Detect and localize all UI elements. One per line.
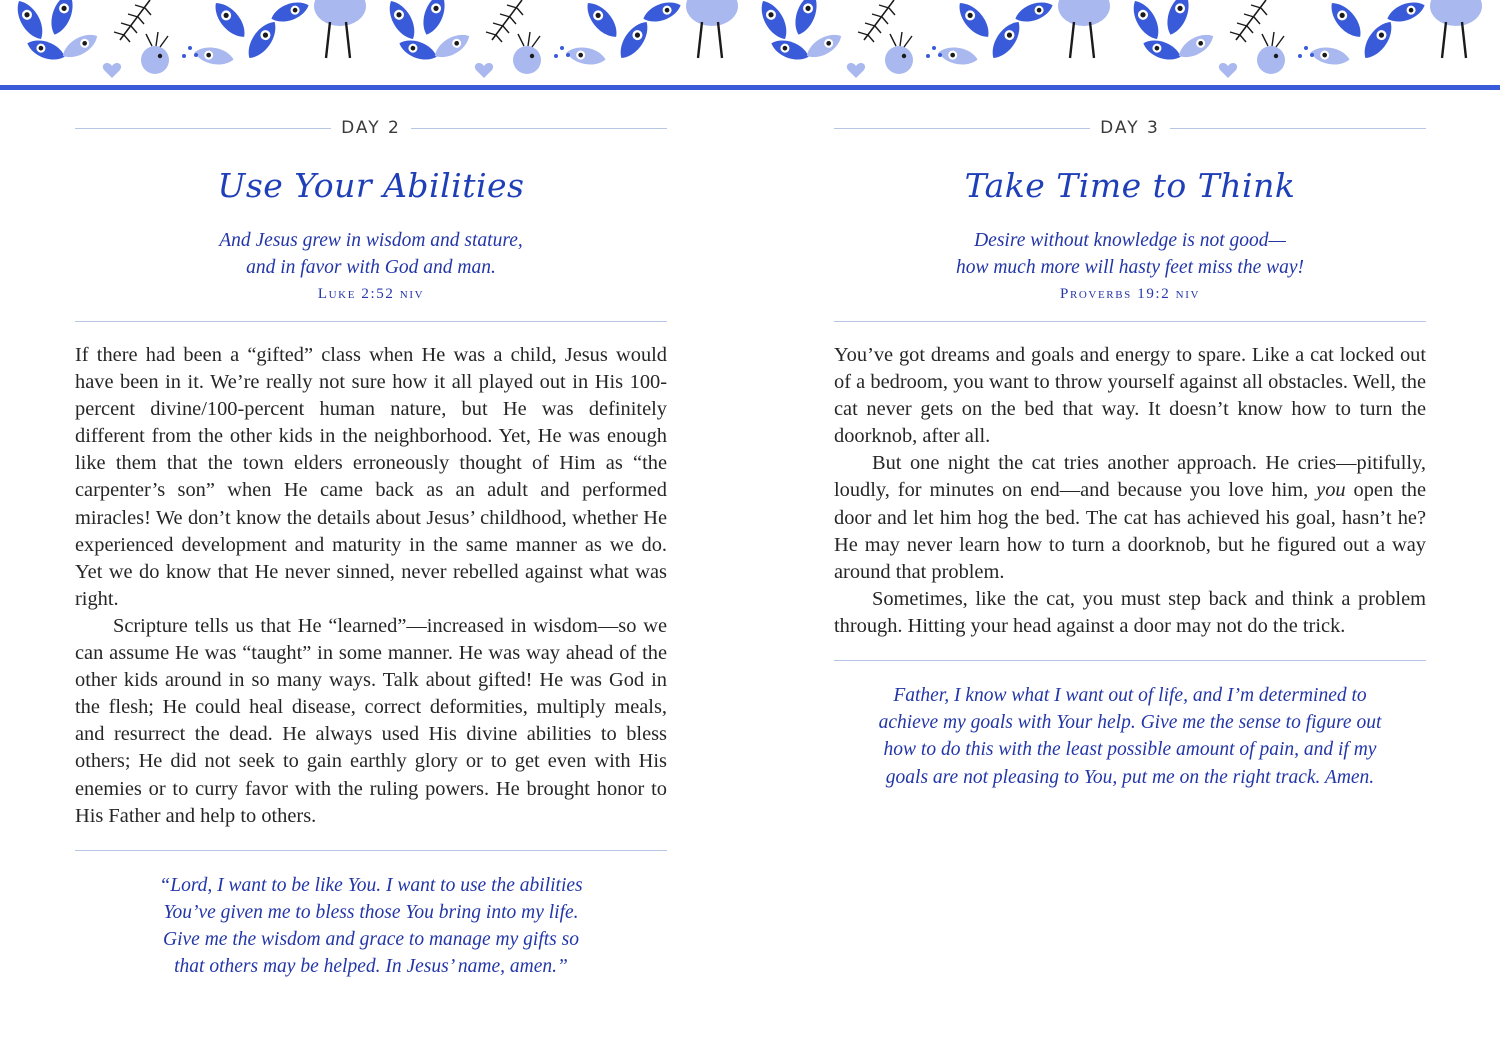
leaf-icon [1309, 45, 1351, 68]
fern-leaf-icon [145, 8, 151, 15]
peacock-crest-icon [518, 32, 540, 47]
fern-leaf-icon [507, 5, 517, 8]
prayer-line: goals are not pleasing to You, put me on the right track. Amen. [885, 766, 1375, 788]
fern-icon [864, 0, 894, 40]
prayer-line: “Lord, I want to be like You. I want to use the abilities [159, 874, 583, 896]
day-2-page [75, 110, 667, 981]
heart-icon [103, 63, 121, 78]
fern-leaf-icon [868, 35, 874, 42]
leaf-icon [59, 29, 101, 63]
leaf-icon [193, 45, 235, 68]
bird-legs-icon [326, 22, 350, 58]
leaf-icon [614, 17, 654, 63]
day-label: DAY 3 [1090, 118, 1170, 138]
body-paragraph: If there had been a “gifted” class when He was a child, Jesus would have been in it. We’re really not sure how it all played out in His 100-percent divine/100-percent human nature, but He was definitely different from the other kids in the neighborhood. Yet, He was enough like them that the town elders erroneously thought of Him as “the carpenter’s son” when He came back as an adult and performed miracles! We don’t know the details about Jesus’ childhood, whether He experienced development and maturity in the same manner as we do. Yet we do know that He never sinned, never rebelled against what was right. [75, 344, 667, 610]
fern-icon [120, 0, 150, 40]
fern-leaf-icon [496, 35, 502, 42]
dot-icon [188, 46, 192, 50]
leaf-icon [25, 36, 68, 65]
verse-reference: Proverbs 19:2 niv [1060, 286, 1200, 302]
dot-icon [1298, 54, 1302, 58]
banner-border-line [0, 85, 1500, 90]
fern-leaf-icon [858, 32, 868, 35]
entry-title: Use Your Abilities [217, 166, 525, 205]
fern-leaf-icon [1261, 8, 1267, 15]
leaf-icon [1013, 0, 1056, 26]
fern-leaf-icon [138, 17, 144, 24]
dot-icon [1310, 53, 1314, 57]
leaf-icon [581, 0, 623, 43]
dot-icon [938, 53, 942, 57]
bird-body-icon [1058, 0, 1110, 26]
fern-leaf-icon [500, 14, 510, 17]
fern-leaf-icon [124, 35, 130, 42]
dot-icon [1304, 46, 1308, 50]
peacock-eye-icon [1274, 54, 1278, 58]
fern-leaf-icon [131, 26, 137, 33]
fern-leaf-icon [493, 23, 503, 26]
fern-leaf-icon [503, 26, 509, 33]
bird-legs-icon [1442, 22, 1466, 58]
peacock-head-icon [141, 46, 169, 74]
leaf-icon [1358, 17, 1398, 63]
dot-icon [926, 54, 930, 58]
fern-leaf-icon [1237, 23, 1247, 26]
leaf-icon [1175, 29, 1217, 63]
leaf-icon [641, 0, 684, 26]
dot-icon [932, 46, 936, 50]
peacock-eye-icon [902, 54, 906, 58]
divider [834, 321, 1426, 322]
fern-leaf-icon [879, 5, 889, 8]
devotional-body [75, 342, 667, 830]
verse-line: how much more will hasty feet miss the way! [955, 257, 1305, 278]
leaf-icon [1127, 0, 1165, 44]
day-heading [75, 110, 667, 146]
bird-body-icon [686, 0, 738, 26]
heart-icon [1219, 63, 1237, 78]
leaf-icon [803, 29, 845, 63]
prayer [75, 872, 667, 981]
fern-leaf-icon [882, 17, 888, 24]
fern-leaf-icon [1244, 14, 1254, 17]
peacock-head-icon [1257, 46, 1285, 74]
heart-icon [475, 63, 493, 78]
leaf-icon [953, 0, 995, 43]
peacock-crest-icon [1262, 32, 1284, 47]
scripture-verse [75, 227, 667, 307]
leaf-icon [242, 17, 282, 63]
fern-leaf-icon [121, 23, 131, 26]
fern-leaf-icon [135, 5, 145, 8]
decorative-banner [0, 0, 1500, 86]
fern-leaf-icon [128, 14, 138, 17]
leaf-icon [46, 0, 78, 38]
devotional-body [834, 342, 1426, 640]
fern-leaf-icon [1230, 32, 1240, 35]
day-heading [834, 110, 1426, 146]
bird-body-icon [314, 0, 366, 26]
paragraph-text: But one night the cat tries another approach. He cries—pitifully, loudly, for minutes on end—and because you love him, [834, 452, 1426, 502]
dot-icon [554, 54, 558, 58]
leaf-icon [986, 17, 1026, 63]
fern-leaf-icon [517, 8, 523, 15]
body-paragraph [834, 450, 1426, 585]
prayer-line: how to do this with the least possible amount of pain, and if my [883, 739, 1377, 761]
leaf-icon [790, 0, 822, 38]
verse-line: and in favor with God and man. [246, 257, 496, 278]
leaf-icon [565, 45, 607, 68]
divider [75, 321, 667, 322]
prayer-line: Give me the wisdom and grace to manage my gifts so [163, 929, 579, 951]
scripture-verse [834, 227, 1426, 307]
leaf-icon [383, 0, 421, 44]
peacock-head-icon [885, 46, 913, 74]
prayer-line: achieve my goals with Your help. Give me the sense to figure out [878, 712, 1382, 734]
prayer-line: that others may be helped. In Jesus’ name, amen.” [174, 956, 568, 978]
fern-leaf-icon [1247, 26, 1253, 33]
prayer-line: You’ve given me to bless those You bring into my life. [163, 901, 579, 923]
dot-icon [194, 53, 198, 57]
verse-line: Desire without knowledge is not good— [974, 230, 1286, 251]
fern-leaf-icon [486, 32, 496, 35]
entry-title: Take Time to Think [964, 166, 1296, 205]
fern-leaf-icon [872, 14, 882, 17]
divider [75, 850, 667, 851]
peacock-head-icon [513, 46, 541, 74]
peacock-crest-icon [890, 32, 912, 47]
fern-leaf-icon [114, 32, 124, 35]
prayer-line: Father, I know what I want out of life, and I’m determined to [893, 685, 1367, 707]
fern-icon [492, 0, 522, 40]
body-paragraph: You’ve got dreams and goals and energy to spare. Like a cat locked out of a bedroom, you want to throw yourself against all obstacles. Well, the cat never gets on the bed that way. It doesn’t know how to turn the doorknob, after all. [834, 344, 1426, 448]
peacock-eye-icon [530, 54, 534, 58]
paragraph-text: open the door and let him hog the bed. The cat has achieved his goal, hasn’t he? He may never learn how to turn a doorknob, but he figured out a way around that problem. [834, 479, 1427, 583]
leaf-icon [769, 36, 812, 65]
peacock-leaf-pattern-icon [0, 0, 1500, 86]
peacock-eye-icon [158, 54, 162, 58]
fern-leaf-icon [1254, 17, 1260, 24]
verse-line: And Jesus grew in wisdom and stature, [219, 230, 523, 251]
divider [834, 660, 1426, 661]
fern-leaf-icon [1251, 5, 1261, 8]
fern-leaf-icon [510, 17, 516, 24]
dot-icon [566, 53, 570, 57]
leaf-icon [755, 0, 793, 44]
leaf-icon [11, 0, 49, 44]
leaf-icon [1162, 0, 1194, 38]
leaf-icon [418, 0, 450, 38]
bird-legs-icon [1070, 22, 1094, 58]
prayer [834, 682, 1426, 791]
fern-leaf-icon [875, 26, 881, 33]
day-3-page [834, 110, 1426, 791]
fern-icon [1236, 0, 1266, 40]
leaf-icon [269, 0, 312, 26]
body-paragraph: Sometimes, like the cat, you must step back and think a problem through. Hitting your head against a door may not do the trick. [834, 587, 1426, 637]
day-label: DAY 2 [331, 118, 411, 138]
bird-legs-icon [698, 22, 722, 58]
leaf-icon [397, 36, 440, 65]
bird-body-icon [1430, 0, 1482, 26]
verse-reference: Luke 2:52 niv [317, 286, 425, 302]
fern-leaf-icon [1240, 35, 1246, 42]
dot-icon [182, 54, 186, 58]
fern-leaf-icon [865, 23, 875, 26]
fern-leaf-icon [889, 8, 895, 15]
body-paragraph: Scripture tells us that He “learned”—increased in wisdom—so we can assume He was “taught” in some manner. He was way ahead of the other kids around in so many ways. Talk about gifted! He was God in the flesh; He could heal disease, correct deformities, multiply meals, and resurrect the dead. He always used His divine abilities to bless others; He did not seek to gain earthly glory or to get even with His enemies or to curry favor with the ruling powers. He brought honor to His Father and help to others. [75, 614, 667, 827]
leaf-icon [1385, 0, 1428, 26]
leaf-icon [1325, 0, 1367, 43]
leaf-icon [209, 0, 251, 43]
leaf-icon [431, 29, 473, 63]
leaf-icon [937, 45, 979, 68]
emphasis-text: you [1316, 479, 1346, 502]
heart-icon [847, 63, 865, 78]
dot-icon [560, 46, 564, 50]
peacock-crest-icon [146, 32, 168, 47]
leaf-icon [1141, 36, 1184, 65]
